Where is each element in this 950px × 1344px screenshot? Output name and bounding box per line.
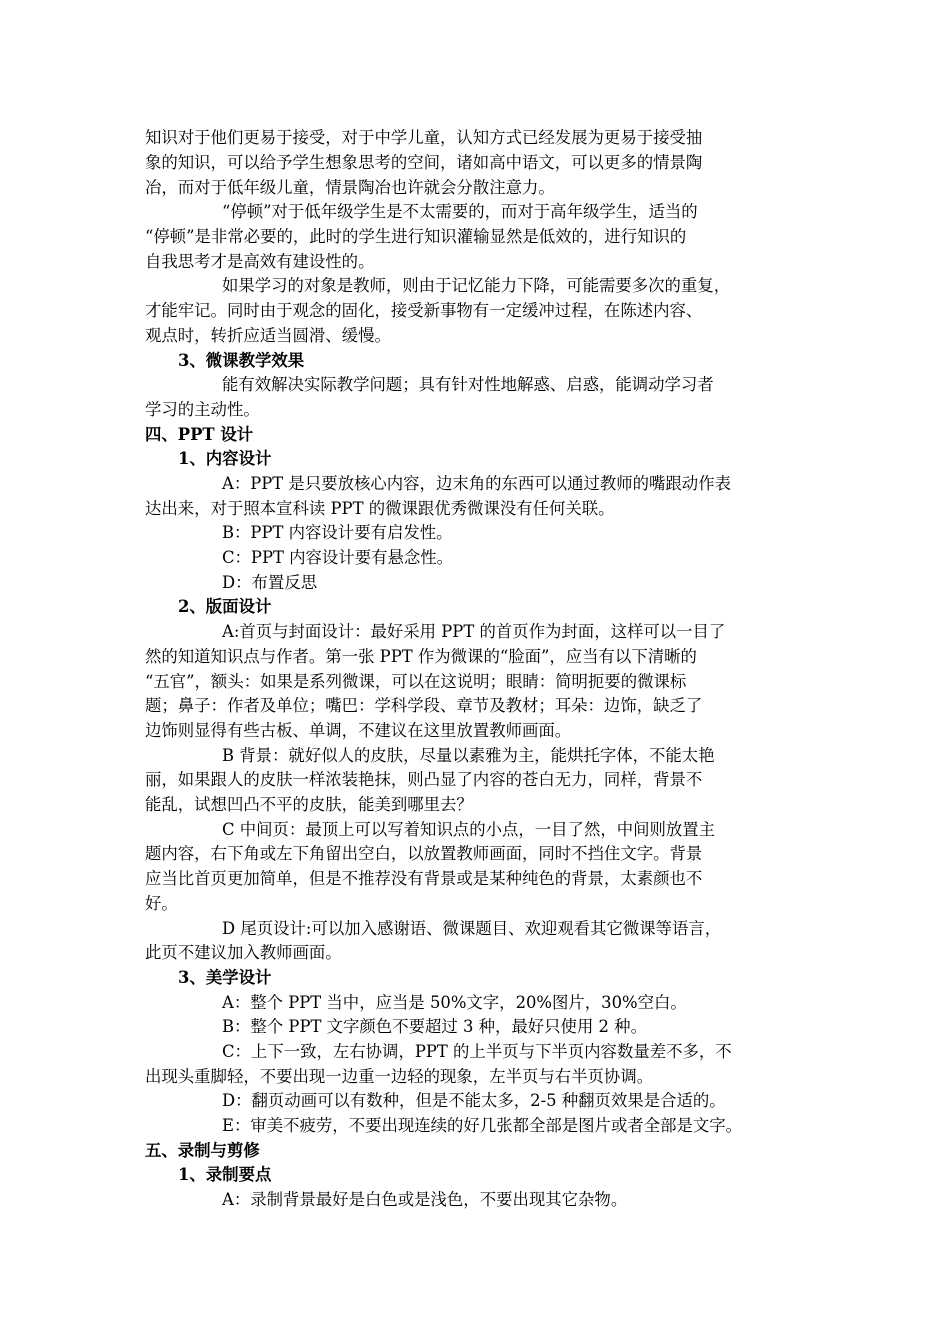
body-text-line: 丽，如果跟人的皮肤一样浓装艳抹，则凸显了内容的苍白无力，同样，背景不 [145, 770, 703, 789]
body-text-line: 出现头重脚轻，不要出现一边重一边轻的现象，左半页与右半页协调。 [145, 1067, 654, 1086]
body-text-line: 象的知识，可以给予学生想象思考的空间，诸如高中语文，可以更多的情景陶 [145, 153, 703, 172]
body-text-line: 能有效解决实际教学问题；具有针对性地解惑、启惑，能调动学习者 [222, 375, 714, 394]
body-text-line: 题内容，右下角或左下角留出空白，以放置教师画面，同时不挡住文字。背景 [145, 844, 703, 863]
body-text-line: 能乱，试想凹凸不平的皮肤，能美到哪里去？ [145, 795, 473, 814]
body-text-line: 冶，而对于低年级儿童，情景陶冶也许就会分散注意力。 [145, 178, 555, 197]
body-text-line: 边饰则显得有些古板、单调，不建议在这里放置教师画面。 [145, 721, 572, 740]
body-text-line: B：整个 PPT 文字颜色不要超过 3 种，最好只使用 2 种。 [222, 1017, 647, 1036]
body-text-line: A：PPT 是只要放核心内容，边末角的东西可以通过教师的嘴跟动作表 [222, 474, 731, 493]
body-text-line: 应当比首页更加简单，但是不推荐没有背景或是某种纯色的背景，太素颜也不 [145, 869, 703, 888]
body-text-line: D 尾页设计:可以加入感谢语、微课题目、欢迎观看其它微课等语言， [222, 919, 722, 938]
body-text-line: 题；鼻子：作者及单位；嘴巴：学科学段、章节及教材；耳朵：边饰，缺乏了 [145, 696, 703, 715]
body-text-line: C：PPT 内容设计要有悬念性。 [222, 548, 454, 567]
body-text-line: A：录制背景最好是白色或是浅色，不要出现其它杂物。 [222, 1190, 628, 1209]
body-text-line: “停顿”对于低年级学生是不太需要的，而对于高年级学生，适当的 [222, 202, 698, 221]
body-text-line: D：布置反思 [222, 573, 318, 592]
body-text-line: 此页不建议加入教师画面。 [145, 943, 342, 962]
subsection-heading: 3、美学设计 [178, 968, 272, 987]
body-text-line: B 背景：就好似人的皮肤，尽量以素雅为主，能烘托字体，不能太艳 [222, 746, 715, 765]
body-text-line: 观点时，转折应适当圆滑、缓慢。 [145, 326, 391, 345]
subsection-heading: 1、录制要点 [178, 1165, 272, 1184]
body-text-line: 然的知道知识点与作者。第一张 PPT 作为微课的“脸面”，应当有以下清晰的 [145, 647, 697, 666]
body-text-line: D：翻页动画可以有数种，但是不能太多，2-5 种翻页效果是合适的。 [222, 1091, 726, 1110]
body-text-line: “五官”，额头：如果是系列微课，可以在这说明；眼睛：简明扼要的微课标 [145, 672, 687, 691]
subsection-heading: 3、微课教学效果 [178, 351, 305, 370]
body-text-line: 学习的主动性。 [145, 400, 260, 419]
section-heading: 四、PPT 设计 [145, 425, 254, 444]
body-text-line: E：审美不疲劳，不要出现连续的好几张都全部是图片或者全部是文字。 [222, 1116, 743, 1135]
body-text-line: 自我思考才是高效有建设性的。 [145, 252, 375, 271]
body-text-line: 如果学习的对象是教师，则由于记忆能力下降，可能需要多次的重复， [222, 276, 731, 295]
body-text-line: A:首页与封面设计：最好采用 PPT 的首页作为封面，这样可以一目了 [222, 622, 726, 641]
body-text-line: B：PPT 内容设计要有启发性。 [222, 523, 453, 542]
subsection-heading: 1、内容设计 [178, 449, 272, 468]
body-text-line: A：整个 PPT 当中，应当是 50%文字，20%图片，30%空白。 [222, 993, 687, 1012]
body-text-line: “停顿”是非常必要的，此时的学生进行知识灌输显然是低效的，进行知识的 [145, 227, 687, 246]
body-text-line: C 中间页：最顶上可以写着知识点的小点，一目了然，中间则放置主 [222, 820, 716, 839]
section-heading: 五、录制与剪修 [145, 1141, 260, 1160]
body-text-line: 才能牢记。同时由于观念的固化，接受新事物有一定缓冲过程，在陈述内容、 [145, 301, 703, 320]
body-text-line: 好。 [145, 894, 178, 913]
body-text-line: 知识对于他们更易于接受，对于中学儿童，认知方式已经发展为更易于接受抽 [145, 128, 703, 147]
body-text-line: 达出来，对于照本宣科读 PPT 的微课跟优秀微课没有任何关联。 [145, 499, 615, 518]
subsection-heading: 2、版面设计 [178, 597, 272, 616]
body-text-line: C：上下一致，左右协调，PPT 的上半页与下半页内容数量差不多，不 [222, 1042, 732, 1061]
